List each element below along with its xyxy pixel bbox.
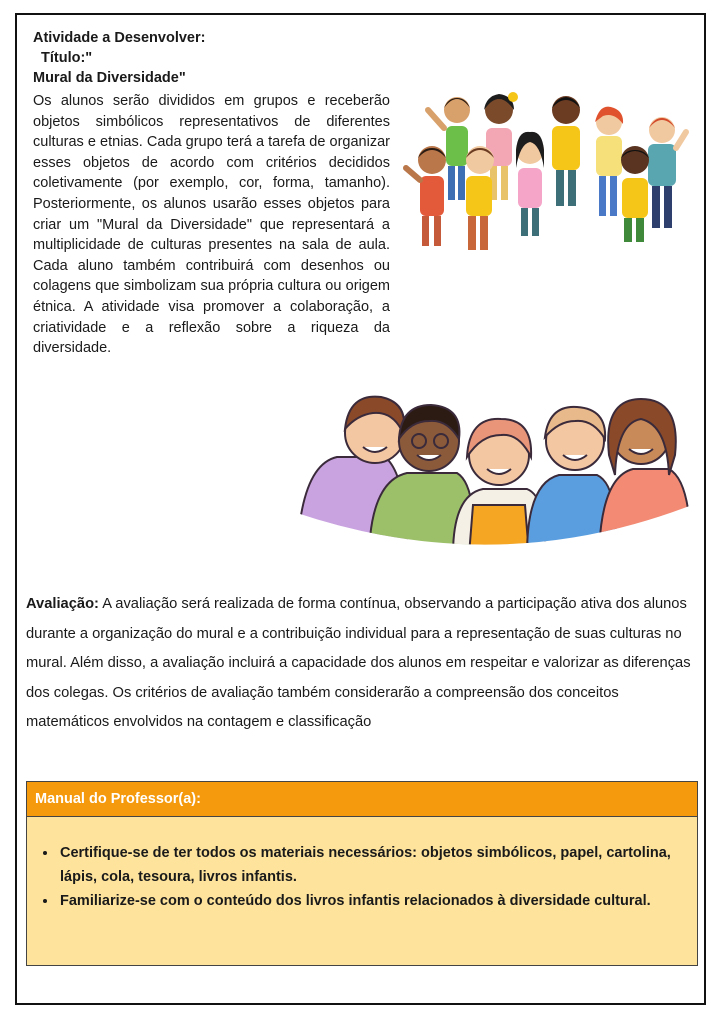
child-figure [466,146,494,250]
child-figure [599,399,691,555]
teacher-manual-box [26,781,698,966]
list-item: • Certifique-se de ter todos os materiais necessários: objetos simbólicos, papel, cartolina, lápis, cola, tesoura, livros infantis. [58,841,697,889]
child-figure [552,96,580,206]
teacher-manual-list [27,841,697,913]
smiling-children-illustration [297,385,692,555]
activity-title-name: Mural da Diversidade" [33,70,186,86]
child-figure [406,146,446,246]
teacher-manual-header: Manual do Professor(a): [27,782,697,817]
list-item: • Familiarize-se com o conteúdo dos livros infantis relacionados à diversidade cultural. [58,889,697,913]
child-figure [516,132,544,236]
diverse-children-illustration [400,88,690,258]
child-figure [595,107,623,216]
child-figure [621,146,649,242]
child-figure [648,117,686,228]
evaluation-label: Avaliação: [26,596,99,612]
child-figure [527,407,616,555]
activity-label: Atividade a Desenvolver: [33,30,206,46]
activity-title-label: Título:" [41,50,93,66]
evaluation-section [26,590,698,738]
activity-heading [33,28,205,88]
activity-description: Os alunos serão divididos em grupos e receberão objetos simbólicos representativos de diferentes culturas e etnias. Cada grupo terá a tarefa de organizar esses objetos de acordo com critérios decididos coletivamente (por exemplo, cor, forma, tamanho). Posteriormente, os alunos usarão esses objetos para criar um "Mural da Diversidade" que representará a multiplicidade de culturas presentes na sala de aula. Cada aluno também contribuirá com desenhos ou colagens que simbolizam sua própria cultura ou origem étnica. A atividade visa promover a colaboração, a criatividade e a reflexão sobre a riqueza da diversidade. [33,93,390,357]
evaluation-text: A avaliação será realizada de forma contínua, observando a participação ativa dos alunos durante a organização do mural e a contribuição individual para a representação de suas culturas no mural. Além disso, a avaliação incluirá a capacidade dos alunos em respeitar e valorizar as diferenças dos colegas. Os critérios de avaliação também considerarão a compreensão dos conceitos matemáticos envolvidos na contagem e classificação [26,596,691,731]
